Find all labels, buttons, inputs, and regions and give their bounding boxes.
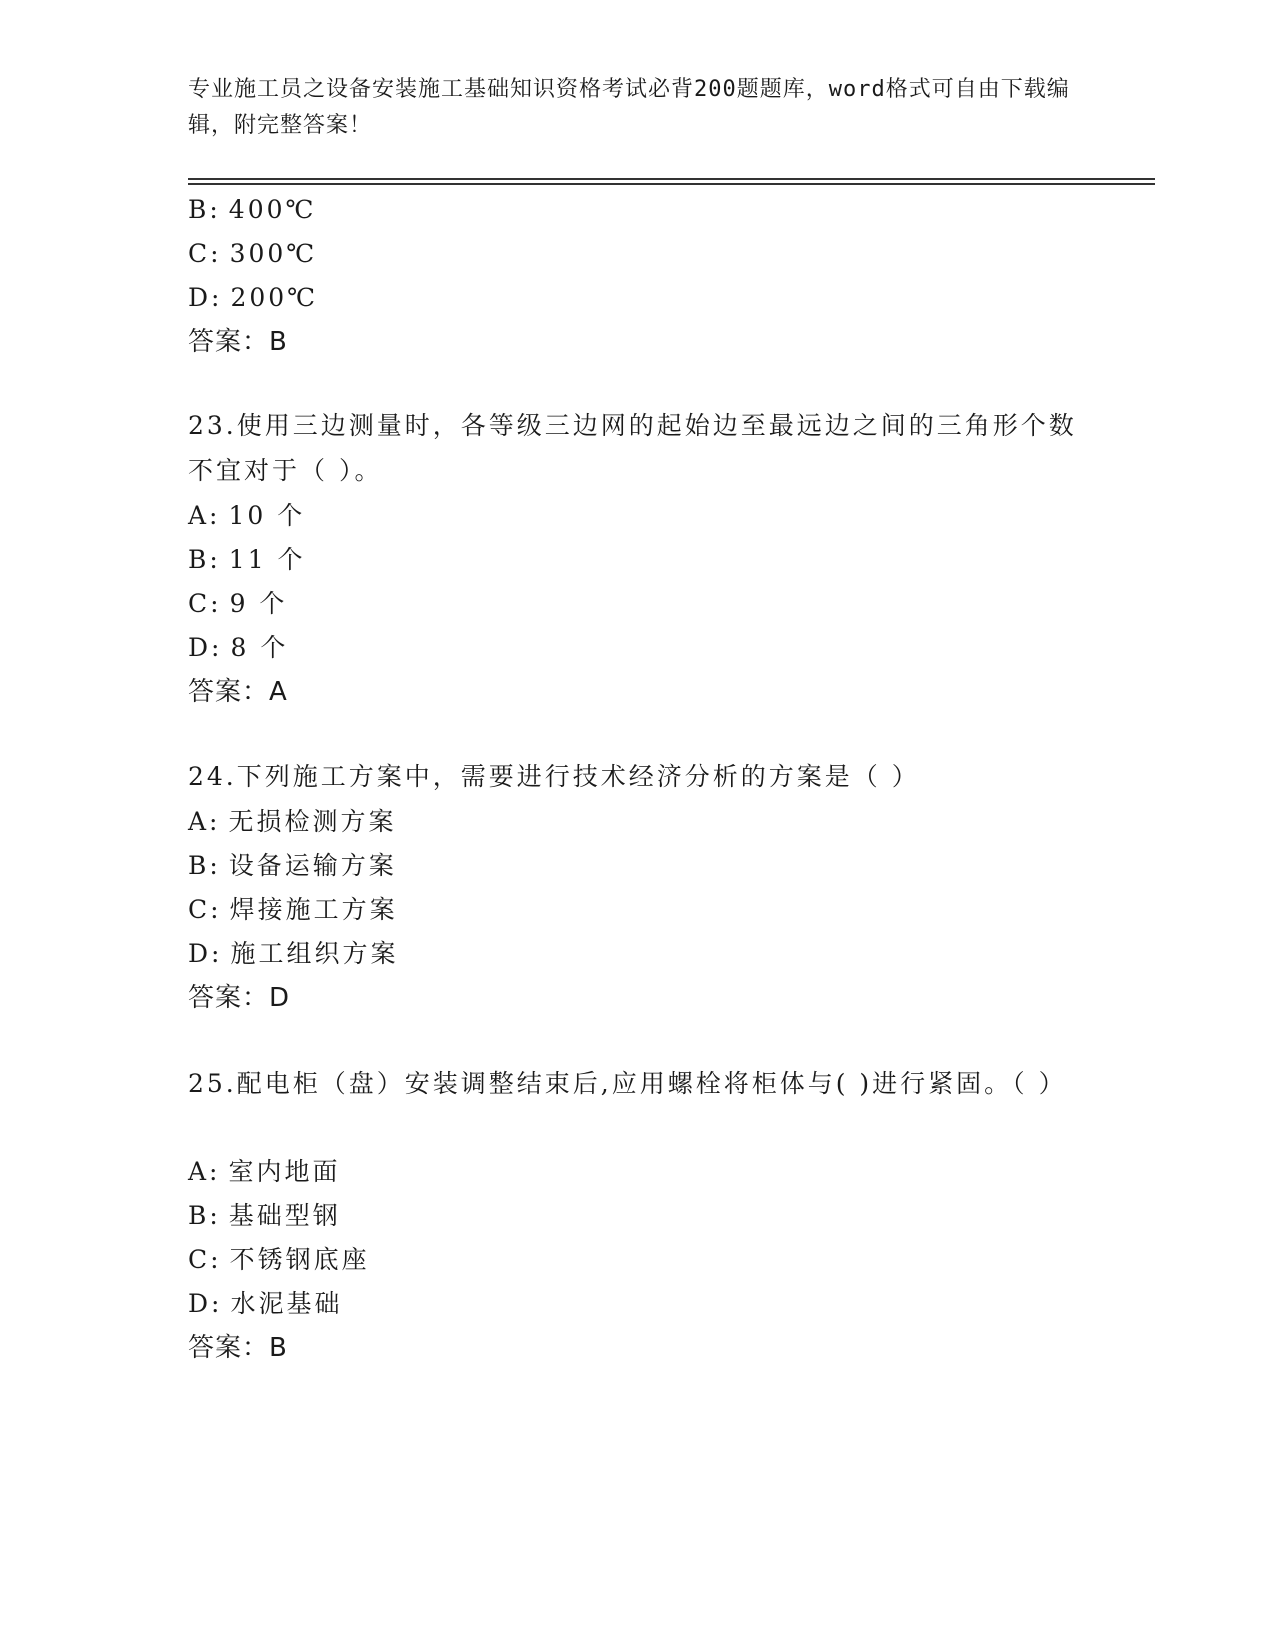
answer: 答案：D [188,983,291,1013]
option-label: A: [188,1157,221,1186]
option-text: 11 个 [228,545,306,574]
question-25-text: 25.配电柜（盘）安装调整结束后,应用螺栓将柜体与( )进行紧固。（ ） [188,1069,1067,1098]
answer: 答案：B [188,1333,288,1363]
option-b [188,195,316,225]
header-divider-top [188,178,1155,180]
option-text: 焊接施工方案 [229,895,398,924]
option-label: C: [188,895,222,924]
option-label: A: [188,501,221,530]
option-text: 不锈钢底座 [229,1245,370,1274]
option-text: 10 个 [228,501,306,530]
option-label: C: [188,1245,222,1274]
option-text: 400℃ [228,195,317,224]
answer: 答案：B [188,327,288,357]
option-d [188,939,398,969]
header-divider-bottom [188,183,1155,185]
option-text: 无损检测方案 [228,807,397,836]
option-b [188,545,306,575]
question-23-text: 23.使用三边测量时，各等级三边网的起始边至最远边之间的三角形个数不宜对于（ ）。 [188,411,1077,485]
option-c [188,589,287,619]
option-label: A: [188,807,221,836]
option-text: 施工组织方案 [230,939,399,968]
option-d [188,633,288,663]
option-c [188,895,398,925]
option-label: C: [188,239,222,268]
option-label: B: [188,195,221,224]
option-label: D: [188,1289,223,1318]
option-text: 200℃ [230,283,319,312]
option-c [188,1245,370,1275]
option-text: 9 个 [229,589,288,618]
option-label: D: [188,283,223,312]
option-a [188,1157,341,1187]
option-text: 8 个 [230,633,289,662]
option-text: 300℃ [229,239,318,268]
option-d [188,283,318,313]
option-d [188,1289,342,1319]
option-a [188,807,397,837]
option-label: B: [188,545,221,574]
option-a [188,501,305,531]
option-label: B: [188,1201,221,1230]
option-label: D: [188,633,223,662]
option-text: 设备运输方案 [228,851,397,880]
option-text: 水泥基础 [230,1289,343,1318]
option-b [188,851,397,881]
document-header: 专业施工员之设备安装施工基础知识资格考试必背200题题库，word格式可自由下载编辑，附完整答案！ [188,77,1070,138]
option-label: B: [188,851,221,880]
option-label: C: [188,589,222,618]
option-b [188,1201,341,1231]
question-24-text: 24.下列施工方案中，需要进行技术经济分析的方案是（ ） [188,762,920,791]
option-label: D: [188,939,223,968]
option-c [188,239,317,269]
option-text: 基础型钢 [228,1201,341,1230]
option-text: 室内地面 [228,1157,341,1186]
answer: 答案：A [188,677,288,707]
